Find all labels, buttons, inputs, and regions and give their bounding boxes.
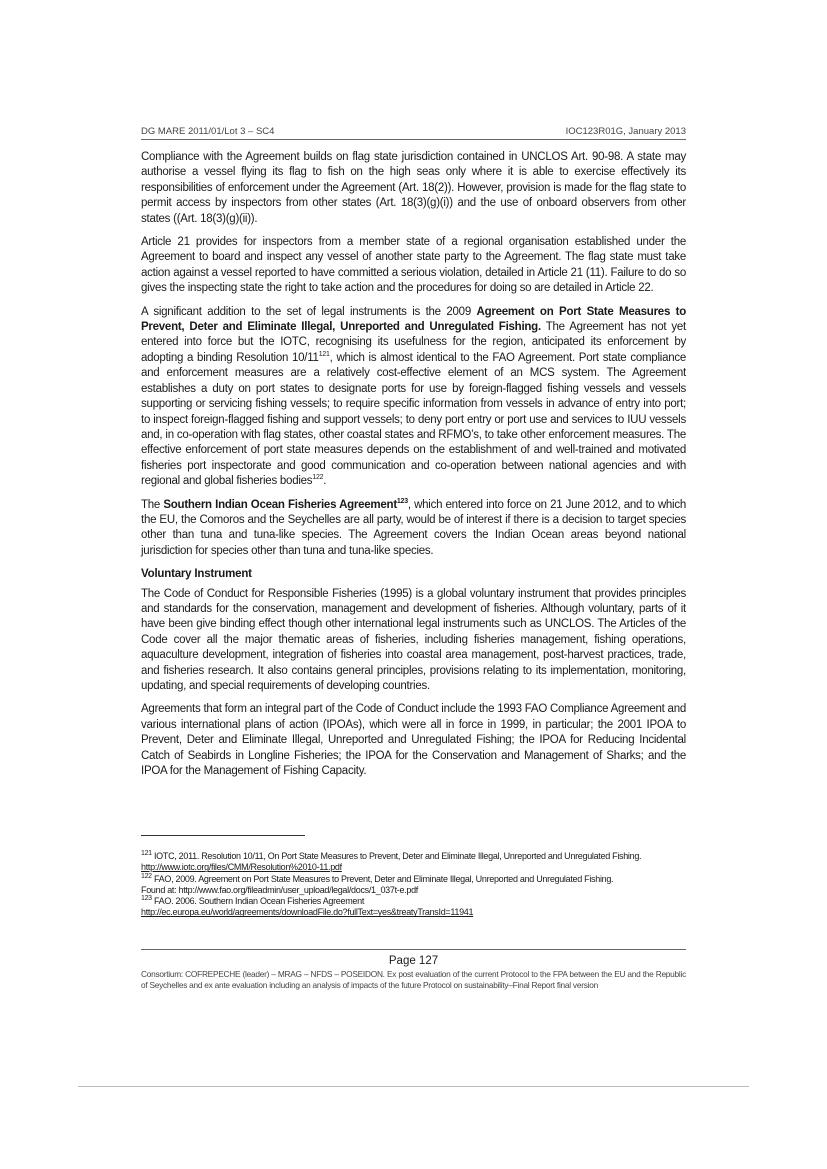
p3-text-d: .	[323, 475, 327, 488]
footnote-121-link[interactable]: http://www.iotc.org/files/CMM/Resolution%2010-11.pdf	[141, 862, 342, 873]
body-text	[141, 150, 686, 787]
page-bottom-divider	[78, 1086, 749, 1087]
footer-rule	[141, 949, 686, 950]
consortium-note: Consortium: COFREPECHE (leader) – MRAG – NFDS – POSEIDON. Ex post evaluation of the current Protocol to the FPA between the EU and the Republic of Seychelles and ex ante evaluation including an analysis of impacts of the future Protocol on sustainability–Final Report final version	[141, 969, 686, 990]
footnote-123	[141, 896, 686, 907]
footnote-123-link-line	[141, 907, 686, 918]
footnote-ref-122[interactable]: 122	[312, 474, 324, 482]
footnotes	[141, 851, 686, 919]
header-left: DG MARE 2011/01/Lot 3 – SC4	[141, 126, 275, 137]
section-heading: Voluntary Instrument	[141, 568, 252, 581]
paragraph-3	[141, 305, 686, 490]
footnote-121-text: IOTC, 2011. Resolution 10/11, On Port State Measures to Prevent, Deter and Eliminate Illegal, Unreported and Unregulated Fishing.	[151, 851, 642, 861]
footnote-123-number: 123	[141, 895, 152, 903]
footnote-121	[141, 851, 686, 874]
footnote-122-text: FAO, 2009. Agreement on Port State Measures to Prevent, Deter and Eliminate Illegal, Unreported and Unregulated Fishing.	[151, 873, 614, 884]
paragraph-5: The Code of Conduct for Responsible Fisheries (1995) is a global voluntary instrument that provides principles and standards for the conservation, management and development of fisheries. Although voluntary, parts of it have been give binding effect though other international legal instruments such as UNCLOS. The Articles of the Code cover all the major thematic areas of fisheries, including fisheries management, fishing operations, aquaculture development, integration of fisheries into coastal area management, post-harvest practices, trade, and fisheries research. It also contains general principles, provisions relating to its implementation, monitoring, updating, and special requirements of developing countries.	[141, 587, 686, 692]
p4-siofa-name: Southern Indian Ocean Fisheries Agreement	[163, 498, 397, 511]
footnote-ref-123[interactable]: 123	[396, 497, 408, 505]
running-header	[141, 126, 686, 140]
p4-text-b: , which entered into force on 21 June 2012, and to which the EU, the Comoros and the Seychelles are all party, would be of interest if there is a decision to target species other than tuna and tuna-like species. The Agreement covers the Indian Ocean areas beyond national jurisdiction for species other than tuna and tuna-like species.	[141, 498, 686, 557]
paragraph-1: Compliance with the Agreement builds on flag state jurisdiction contained in UNCLOS Art. 90-98. A state may authorise a vessel flying its flag to fish on the high seas only where it is able to exercise effectively its responsibilities of enforcement under the Agreement (Art. 18(2)). However, provision is made for the flag state to permit access by inspectors from other states (Art. 18(3)(g)(i)) and the use of onboard observers from other states ((Art. 18(3)(g)(ii)).	[141, 151, 686, 225]
p3-text-a: A significant addition to the set of legal instruments is the 2009	[141, 305, 477, 318]
footnote-121-number: 121	[141, 850, 152, 857]
footnote-123-link[interactable]: http://ec.europa.eu/world/agreements/downloadFile.do?fullText=yes&treatyTransId=11941	[141, 907, 474, 918]
paragraph-2: Article 21 provides for inspectors from a member state of a regional organisation established under the Agreement to board and inspect any vessel of another state party to the Agreement. The flag state must take action against a vessel reported to have committed a serious violation, detailed in Article 21 (11). Failure to do so gives the inspecting state the right to take action and the procedures for doing so are detailed in Article 22.	[141, 236, 686, 295]
header-right: IOC123R01G, January 2013	[565, 126, 686, 137]
p4-siofa-title	[163, 499, 407, 511]
footnote-separator	[141, 835, 305, 836]
p3-text-b: The Agreement has not yet entered into force but the IOTC, recognising its usefulness for the region, anticipated its enforcement by adopting a binding Resolution 10/11	[141, 321, 686, 364]
p4-text-a: The	[141, 498, 164, 511]
paragraph-4	[141, 498, 686, 560]
footnote-ref-121[interactable]: 121	[318, 351, 330, 359]
footnote-123-text: FAO. 2006. Southern Indian Ocean Fisheries Agreement	[151, 896, 365, 907]
footnote-122-number: 122	[141, 872, 152, 880]
page-number: Page 127	[388, 955, 439, 967]
footnote-122-found[interactable]: Found at: http://www.fao.org/fileadmin/user_upload/legal/docs/1_037t-e.pdf	[141, 884, 418, 895]
paragraph-6: Agreements that form an integral part of the Code of Conduct include the 1993 FAO Compliance Agreement and various international plans of action (IPOAs), which were all in force in 1999, in particular; the 2001 IPOA to Prevent, Deter and Eliminate Illegal, Unreported and Unregulated Fishing; the IPOA for Reducing Incidental Catch of Seabirds in Longline Fisheries; the IPOA for the Conservation and Management of Sharks; and the IPOA for the Management of Fishing Capacity.	[141, 703, 686, 778]
footnote-122	[141, 874, 686, 885]
p3-agreement-title: Agreement on Port State Measures to Prevent, Deter and Eliminate Illegal, Unreported and Unregulated Fishing.	[141, 305, 686, 334]
p3-text-c: , which is almost identical to the FAO Agreement. Port state compliance and enforcement measures are a relatively cost-effective element of an MCS system. The Agreement establishes a duty on port states to designate ports for use by foreign-flagged fishing vessels and vessels supporting or servicing fishing vessels; to require specific information from vessels in advance of entry into port; to inspect foreign-flagged fishing and support vessels; to deny port entry or port use and services to IUU vessels and, in co-operation with flag states, other coastal states and RFMO’s, to take other enforcement measures. The effective enforcement of port state measures depends on the establishment of and well-trained and motivated fisheries port inspectorate and good communication and co-operation between national agencies and with regional and global fisheries bodies	[141, 351, 687, 488]
